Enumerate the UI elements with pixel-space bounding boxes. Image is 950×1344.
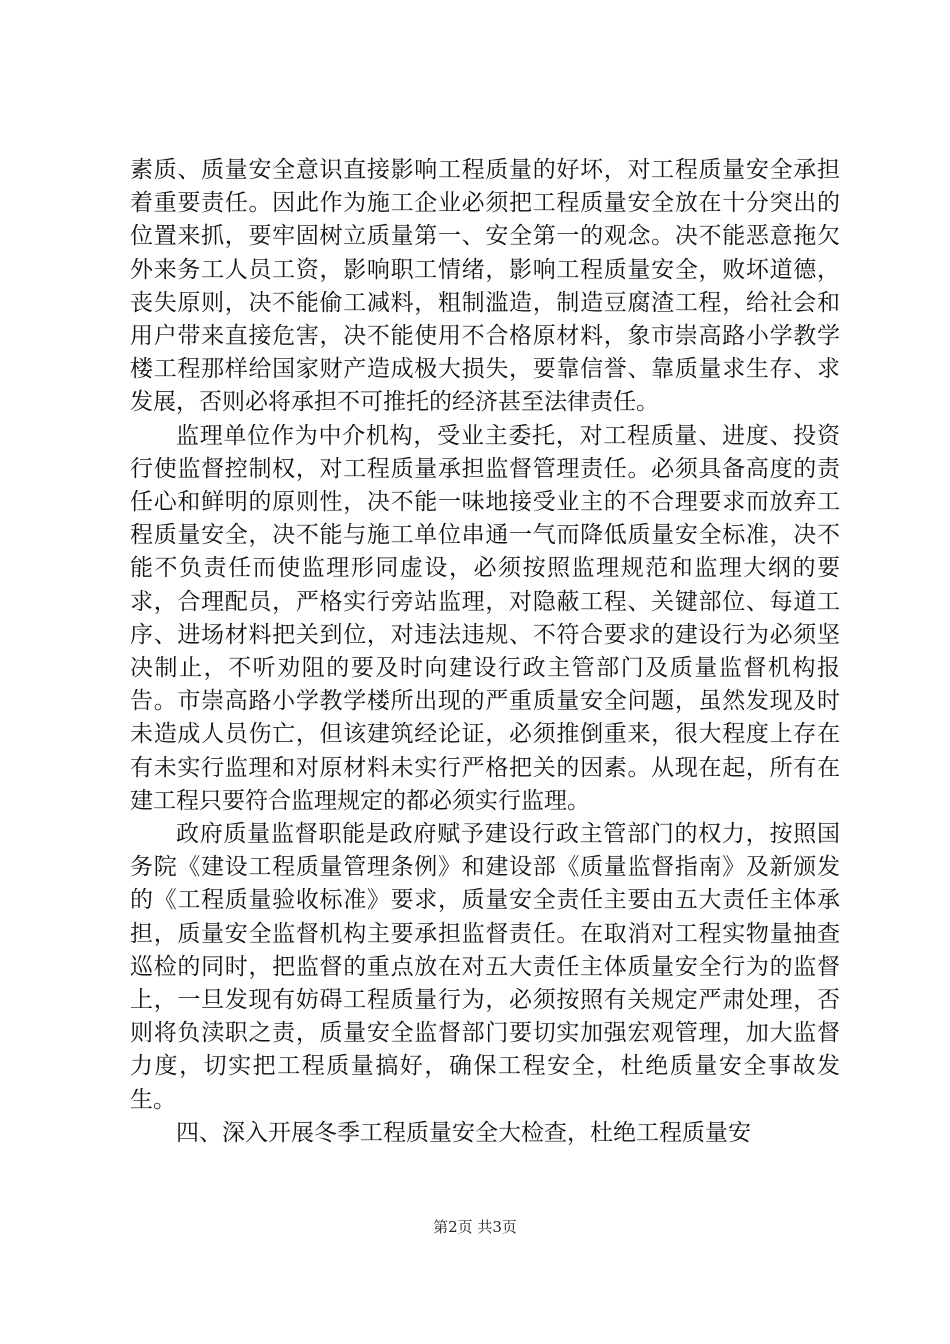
document-body	[130, 154, 840, 1150]
page-number-footer: 第2页 共3页	[433, 1218, 517, 1236]
paragraph-supervision-unit: 监理单位作为中介机构，受业主委托，对工程质量、进度、投资行使监督控制权，对工程质量承担监督管理责任。必须具备高度的责任心和鲜明的原则性，决不能一味地接受业主的不合理要求而放弃工程质量安全，决不能与施工单位串通一气而降低质量安全标准，决不能不负责任而使监理形同虚设，必须按照监理规范和监理大纲的要求，合理配员，严格实行旁站监理，对隐蔽工程、关键部位、每道工序、进场材料把关到位，对违法违规、不符合要求的建设行为必须坚决制止，不听劝阻的要及时向建设行政主管部门及质量监督机构报告。市崇高路小学教学楼所出现的严重质量安全问题，虽然发现及时未造成人员伤亡，但该建筑经论证，必须推倒重来，很大程度上存在有未实行监理和对原材料未实行严格把关的因素。从现在起，所有在建工程只要符合监理规定的都必须实行监理。	[130, 422, 840, 814]
paragraph-section-four-heading: 四、深入开展冬季工程质量安全大检查，杜绝工程质量安	[176, 1119, 751, 1146]
paragraph-government-supervision: 政府质量监督职能是政府赋予建设行政主管部门的权力，按照国务院《建设工程质量管理条例》和建设部《质量监督指南》及新颁发的《工程质量验收标准》要求，质量安全责任主要由五大责任主体承担，质量安全监督机构主要承担监督责任。在取消对工程实物量抽查巡检的同时，把监督的重点放在对五大责任主体质量安全行为的监督上，一旦发现有妨碍工程质量行为，必须按照有关规定严肃处理，否则将负渎职之责，质量安全监督部门要切实加强宏观管理，加大监督力度，切实把工程质量搞好，确保工程安全，杜绝质量安全事故发生。	[130, 821, 840, 1113]
paragraph-construction-company: 素质、质量安全意识直接影响工程质量的好坏，对工程质量安全承担着重要责任。因此作为施工企业必须把工程质量安全放在十分突出的位置来抓，要牢固树立质量第一、安全第一的观念。决不能恶意拖欠外来务工人员工资，影响职工情绪，影响工程质量安全，败坏道德，丧失原则，决不能偷工减料，粗制滥造，制造豆腐渣工程，给社会和用户带来直接危害，决不能使用不合格原材料，象市崇高路小学教学楼工程那样给国家财产造成极大损失，要靠信誉、靠质量求生存、求发展，否则必将承担不可推托的经济甚至法律责任。	[130, 157, 840, 416]
